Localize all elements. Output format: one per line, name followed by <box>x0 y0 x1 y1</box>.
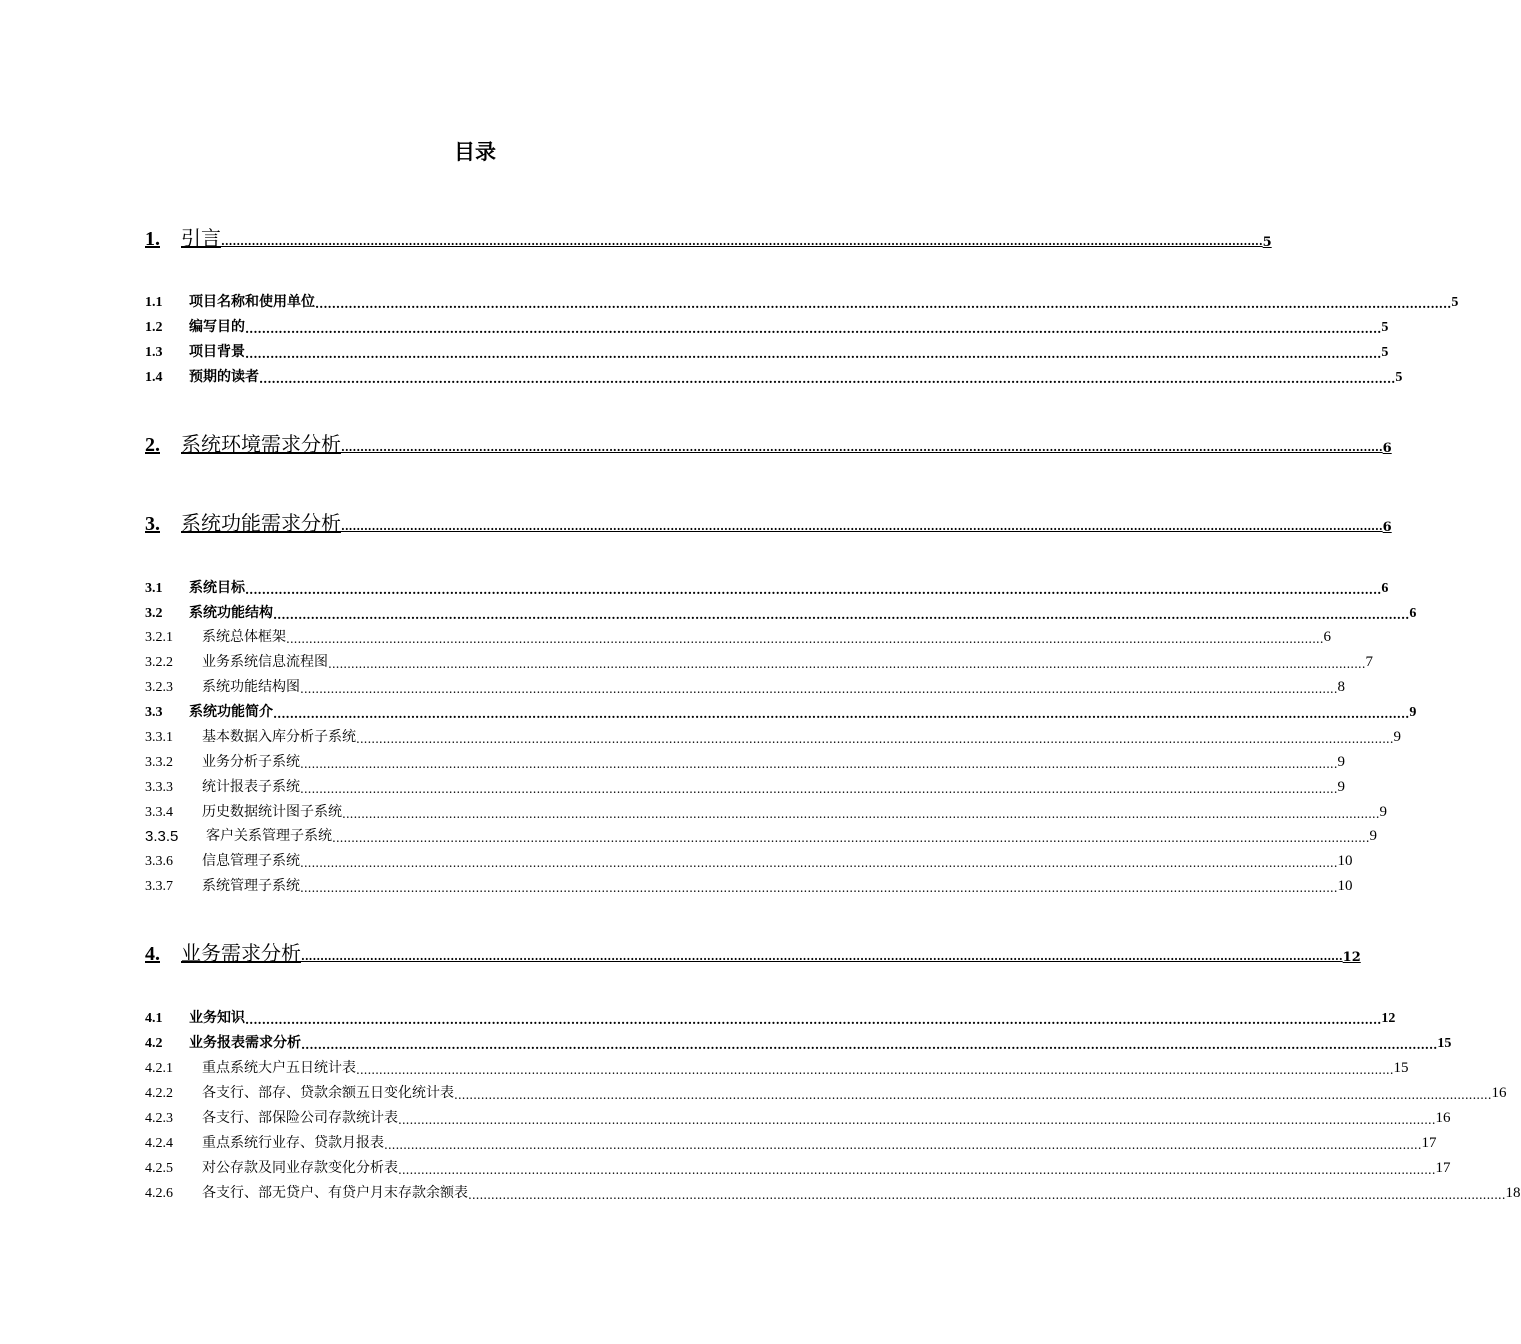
toc-label: 预期的读者 <box>189 369 259 385</box>
toc-number: 3. <box>145 513 160 535</box>
toc-number: 3.2.1 <box>145 630 173 645</box>
toc-leader: ................................................................................................................................................................................................................................................................................ <box>221 235 1263 248</box>
toc-page-number: 9 <box>1409 705 1417 720</box>
toc-page-number: 12 <box>1381 1011 1396 1026</box>
toc-entry-4-2-1[interactable] <box>145 1057 1409 1077</box>
toc-number: 3.3.3 <box>145 780 173 795</box>
toc-entry-1[interactable] <box>145 222 1272 251</box>
toc-label: 业务系统信息流程图 <box>202 654 328 670</box>
toc-number: 4.2.2 <box>145 1086 173 1101</box>
toc-page-number: 17 <box>1421 1135 1437 1151</box>
toc-page-number: 5 <box>1381 320 1389 335</box>
toc-leader: ................................................................................................................................................................................................................................................................................ <box>273 608 1410 622</box>
toc-page-number: 6 <box>1409 606 1417 621</box>
toc-label: 信息管理子系统 <box>202 853 300 869</box>
toc-page-number: 6 <box>1323 629 1332 645</box>
toc-page-number: 6 <box>1381 581 1389 596</box>
toc-page-number: 17 <box>1435 1160 1451 1176</box>
toc-page-number: 16 <box>1491 1085 1507 1101</box>
toc-leader: ................................................................................................................................................................................................................................................................................ <box>300 856 1338 870</box>
toc-number: 3.3.7 <box>145 879 173 894</box>
toc-entry-1-2[interactable] <box>145 316 1389 336</box>
toc-leader: ................................................................................................................................................................................................................................................................................ <box>259 372 1396 386</box>
toc-leader: ................................................................................................................................................................................................................................................................................ <box>245 322 1382 336</box>
toc-label: 引言 <box>181 226 221 250</box>
toc-label: 重点系统行业存、贷款月报表 <box>202 1135 384 1151</box>
toc-entry-3-3-5[interactable] <box>145 825 1378 845</box>
toc-leader: ................................................................................................................................................................................................................................................................................ <box>300 881 1338 895</box>
toc-label: 系统功能简介 <box>189 704 273 720</box>
toc-leader: ................................................................................................................................................................................................................................................................................ <box>245 347 1382 361</box>
toc-page-number: 9 <box>1393 729 1402 745</box>
toc-number: 3.2 <box>145 606 163 621</box>
toc-entry-4-2[interactable] <box>145 1032 1452 1052</box>
toc-label: 各支行、部保险公司存款统计表 <box>202 1110 398 1126</box>
toc-entry-1-1[interactable] <box>145 291 1459 311</box>
toc-leader: ................................................................................................................................................................................................................................................................................ <box>328 657 1366 671</box>
toc-entry-3-1[interactable] <box>145 577 1389 597</box>
toc-page-number: 7 <box>1365 654 1374 670</box>
toc-leader: ................................................................................................................................................................................................................................................................................ <box>301 950 1343 963</box>
toc-number: 4.2.5 <box>145 1161 173 1176</box>
toc-number: 1.4 <box>145 370 163 385</box>
toc-number: 3.3 <box>145 705 163 720</box>
toc-number: 3.3.2 <box>145 755 173 770</box>
toc-label: 基本数据入库分析子系统 <box>202 729 356 745</box>
toc-number: 3.2.3 <box>145 680 173 695</box>
toc-label: 历史数据统计图子系统 <box>202 804 342 820</box>
toc-page-number: 5 <box>1451 295 1459 310</box>
toc-leader: ................................................................................................................................................................................................................................................................................ <box>384 1138 1422 1152</box>
toc-entry-3-3-6[interactable] <box>145 850 1353 870</box>
toc-page-number: 15 <box>1393 1060 1409 1076</box>
toc-entry-4-2-4[interactable] <box>145 1132 1437 1152</box>
toc-page-number: 6 <box>1382 520 1392 535</box>
toc-entry-4-2-6[interactable] <box>145 1182 1521 1202</box>
toc-entry-3[interactable] <box>145 507 1392 536</box>
toc-label: 系统功能需求分析 <box>181 511 341 535</box>
toc-page-number: 9 <box>1379 804 1388 820</box>
toc-entry-3-3-1[interactable] <box>145 726 1402 746</box>
toc-leader: ................................................................................................................................................................................................................................................................................ <box>300 682 1338 696</box>
toc-page-number: 5 <box>1381 345 1389 360</box>
toc-label: 业务知识 <box>189 1010 245 1026</box>
toc-number: 3.3.6 <box>145 854 173 869</box>
toc-number: 1.3 <box>145 345 163 360</box>
toc-leader: ................................................................................................................................................................................................................................................................................ <box>245 1013 1382 1027</box>
toc-leader: ................................................................................................................................................................................................................................................................................ <box>398 1163 1436 1177</box>
toc-label: 业务分析子系统 <box>202 754 300 770</box>
toc-entry-3-3-4[interactable] <box>145 801 1388 821</box>
toc-title: 目录 <box>454 140 496 164</box>
toc-number: 4.2.6 <box>145 1186 173 1201</box>
toc-number: 3.3.4 <box>145 805 173 820</box>
toc-leader: ................................................................................................................................................................................................................................................................................ <box>341 520 1383 533</box>
toc-label: 业务报表需求分析 <box>189 1035 301 1051</box>
toc-number: 1.2 <box>145 320 163 335</box>
toc-page-number: 9 <box>1337 779 1346 795</box>
toc-leader: ................................................................................................................................................................................................................................................................................ <box>315 297 1452 311</box>
toc-leader: ................................................................................................................................................................................................................................................................................ <box>301 1038 1438 1052</box>
toc-label: 客户关系管理子系统 <box>206 828 332 844</box>
toc-label: 系统功能结构 <box>189 605 273 621</box>
toc-number: 4.1 <box>145 1011 163 1026</box>
toc-label: 系统环境需求分析 <box>181 432 341 456</box>
toc-page-number: 5 <box>1262 235 1272 250</box>
toc-label: 系统总体框架 <box>202 629 286 645</box>
toc-entry-1-4[interactable] <box>145 366 1403 386</box>
toc-entry-4[interactable] <box>145 937 1361 966</box>
toc-leader: ................................................................................................................................................................................................................................................................................ <box>341 441 1383 454</box>
toc-leader: ................................................................................................................................................................................................................................................................................ <box>342 807 1380 821</box>
toc-number: 4.2.1 <box>145 1061 173 1076</box>
toc-label: 系统管理子系统 <box>202 878 300 894</box>
toc-number: 4.2.4 <box>145 1136 173 1151</box>
toc-label: 系统目标 <box>189 580 245 596</box>
toc-label: 编写目的 <box>189 319 245 335</box>
toc-number: 4. <box>145 943 160 965</box>
toc-label: 业务需求分析 <box>181 941 301 965</box>
toc-leader: ................................................................................................................................................................................................................................................................................ <box>245 583 1382 597</box>
toc-entry-4-2-3[interactable] <box>145 1107 1451 1127</box>
toc-label: 重点系统大户五日统计表 <box>202 1060 356 1076</box>
toc-label: 项目背景 <box>189 344 245 360</box>
toc-leader: ................................................................................................................................................................................................................................................................................ <box>332 831 1370 845</box>
toc-leader: ................................................................................................................................................................................................................................................................................ <box>398 1113 1436 1127</box>
toc-leader: ................................................................................................................................................................................................................................................................................ <box>356 1063 1394 1077</box>
toc-page-number: 6 <box>1382 441 1392 456</box>
toc-entry-4-2-5[interactable] <box>145 1157 1451 1177</box>
toc-page-number: 18 <box>1505 1185 1521 1201</box>
toc-number: 3.2.2 <box>145 655 173 670</box>
toc-label: 项目名称和使用单位 <box>189 294 315 310</box>
toc-label: 各支行、部存、贷款余额五日变化统计表 <box>202 1085 454 1101</box>
toc-page-number: 9 <box>1337 754 1346 770</box>
toc-entry-3-2[interactable] <box>145 602 1417 622</box>
toc-number: 4.2.3 <box>145 1111 173 1126</box>
toc-leader: ................................................................................................................................................................................................................................................................................ <box>273 707 1410 721</box>
toc-label: 对公存款及同业存款变化分析表 <box>202 1160 398 1176</box>
toc-label: 各支行、部无贷户、有贷户月末存款余额表 <box>202 1185 468 1201</box>
toc-leader: ................................................................................................................................................................................................................................................................................ <box>300 757 1338 771</box>
toc-page-number: 12 <box>1342 950 1361 965</box>
toc-page-number: 5 <box>1395 370 1403 385</box>
toc-entry-4-1[interactable] <box>145 1007 1396 1027</box>
toc-number: 1. <box>145 228 160 250</box>
toc-page-number: 16 <box>1435 1110 1451 1126</box>
toc-entry-3-2-3[interactable] <box>145 676 1346 696</box>
toc-page-number: 10 <box>1337 878 1353 894</box>
toc-number: 4.2 <box>145 1036 163 1051</box>
toc-entry-3-3-7[interactable] <box>145 875 1353 895</box>
toc-page-number: 8 <box>1337 679 1346 695</box>
toc-number: 3.3.1 <box>145 730 173 745</box>
toc-number: 3.1 <box>145 581 163 596</box>
toc-number: 3.3.5 <box>145 828 179 845</box>
toc-leader: ................................................................................................................................................................................................................................................................................ <box>468 1188 1506 1202</box>
toc-entry-2[interactable] <box>145 428 1392 457</box>
toc-number: 2. <box>145 434 160 456</box>
toc-label: 统计报表子系统 <box>202 779 300 795</box>
toc-number: 1.1 <box>145 295 163 310</box>
toc-page-number: 9 <box>1369 828 1378 844</box>
toc-entry-1-3[interactable] <box>145 341 1389 361</box>
toc-entry-3-3[interactable] <box>145 701 1417 721</box>
toc-entry-3-3-2[interactable] <box>145 751 1346 771</box>
toc-page-number: 15 <box>1437 1036 1452 1051</box>
toc-leader: ................................................................................................................................................................................................................................................................................ <box>356 732 1394 746</box>
toc-entry-3-2-2[interactable] <box>145 651 1374 671</box>
toc-label: 系统功能结构图 <box>202 679 300 695</box>
toc-page-number: 10 <box>1337 853 1353 869</box>
toc-entry-3-2-1[interactable] <box>145 626 1332 646</box>
toc-leader: ................................................................................................................................................................................................................................................................................ <box>286 632 1324 646</box>
toc-leader: ................................................................................................................................................................................................................................................................................ <box>300 782 1338 796</box>
toc-entry-4-2-2[interactable] <box>145 1082 1507 1102</box>
toc-entry-3-3-3[interactable] <box>145 776 1346 796</box>
toc-leader: ................................................................................................................................................................................................................................................................................ <box>454 1088 1492 1102</box>
